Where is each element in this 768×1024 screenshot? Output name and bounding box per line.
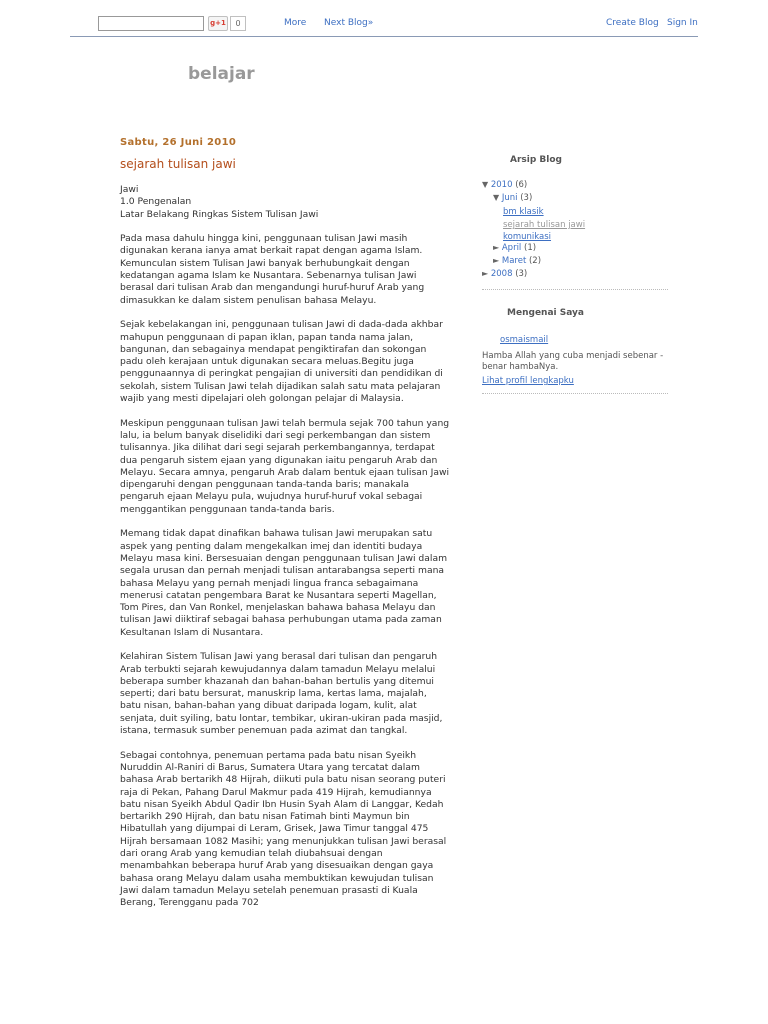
archive-month-april[interactable]: ► April (1) [493, 243, 537, 253]
post-paragraph: Sejak kebelakangan ini, penggunaan tulisan Jawi di dada-dada akhbar mahupun penggunaan di papan iklan, papan tanda nama jalan, bangunan, dan sebagainya mendapat pengiktirafan dan sokongan padu oleh kerajaan untuk digunakan secara meluas.Begitu juga penggunaannya di peringkat pengajian di universiti dan pendidikan di sekolah, sistem Tulisan Jawi telah dijadikan salah satu mata pelajaran wajib yang mesti dipelajari oleh golongan pelajar di Malaysia. [120, 319, 443, 405]
profile-name-link[interactable]: osmaismail [500, 335, 549, 345]
gplus-count: 0 [230, 16, 246, 31]
post-paragraph: Kelahiran Sistem Tulisan Jawi yang berasal dari tulisan dan pengaruh Arab terbukti sejarah kewujudannya dalam tamadun Melayu melalui beberapa sumber khazanah dan bahan-bahan bertulis yang ditemui seperti; dari batu bersurat, manuskrip lama, kertas lama, majalah, batu nisan, bahan-bahan yang dibuat daripada logam, kulit, alat senjata, duit syiling, batu lontar, tembikar, ukiran-ukiran pada masjid, istana, termasuk sumber penemuan pada azimat dan tangkal. [120, 651, 443, 737]
post-paragraph: Meskipun penggunaan tulisan Jawi telah bermula sejak 700 tahun yang lalu, ia belum banyak diselidiki dari segi perkembangan dan sistem tulisannya. Jika dilihat dari segi sejarah perkembangannya, terdapat dua pengaruh sistem ejaan yang digunakan iaitu pengaruh Arab dan Melayu. Secara amnya, pengaruh Arab dalam bentuk ejaan tulisan Jawi dipengaruhi dengan penggunaan tanda-tanda baris; manakala pengaruh ejaan Melayu pula, wujudnya huruf-huruf vokal sebagai menggantikan penggunaan tanda-tanda baris. [120, 417, 450, 515]
post-intro [120, 184, 450, 221]
post-date: Sabtu, 26 Juni 2010 [120, 137, 237, 148]
archive-post-link[interactable]: bm klasik [503, 207, 544, 217]
archive-month-maret[interactable]: ► Maret (2) [493, 256, 542, 266]
post-paragraph: Pada masa dahulu hingga kini, penggunaan tulisan Jawi masih digunakan kerana ianya amat berkait rapat dengan agama Islam. Kemunculan sistem Tulisan Jawi banyak berhubungkait dengan kedatangan agama Islam ke Nusantara. Sebenarnya tulisan Jawi berasal dari tulisan Arab dan mengandungi huruf-huruf Arab yang dimasukkan ke dalam sistem penulisan bahasa Melayu. [120, 233, 425, 306]
triangle-right-icon[interactable]: ► [493, 256, 500, 265]
archive-post-link[interactable]: komunikasi [503, 232, 552, 242]
post-heading-line: Latar Belakang Ringkas Sistem Tulisan Jawi [120, 208, 319, 220]
archive-post-link-current[interactable]: sejarah tulisan jawi [503, 220, 586, 230]
profile-description: Hamba Allah yang cuba menjadi sebenar - benar hambaNya. [482, 351, 664, 372]
gplus-button[interactable]: g+1 [208, 16, 228, 31]
sidebar-divider [482, 289, 668, 290]
sign-in-link[interactable]: Sign In [667, 18, 698, 28]
triangle-down-icon[interactable]: ▼ [493, 193, 500, 202]
post-paragraph: Memang tidak dapat dinafikan bahawa tulisan Jawi merupakan satu aspek yang penting dalam mengekalkan imej dan identiti budaya Melayu masa kini. Bersesuaian dengan penggunaan tulisan Jawi dalam segala urusan dan pernah menjadi tulisan antarabangsa seperti mana bahasa Melayu yang pernah menjadi lingua franca sebagaimana menerusi catatan pengembara Barat ke Nusantara seperti Magellan, Tom Pires, dan Van Ronkel, menjelaskan bahawa bahasa Melayu dan tulisan Jawi diiktiraf sebagai bahasa perhubungan utama pada zaman Kesultanan Islam di Nusantara. [120, 528, 448, 638]
post-heading-line: Jawi [120, 184, 139, 195]
sidebar-divider [482, 393, 668, 394]
create-blog-link[interactable]: Create Blog [606, 18, 659, 28]
post-paragraph: Sebagai contohnya, penemuan pertama pada batu nisan Syeikh Nuruddin Al-Raniri di Barus, Sumatera Utara yang tercatat dalam bahasa Arab bertarikh 48 Hijrah, diikuti pula batu nisan seorang puteri raja di Pekan, Pahang Darul Makmur pada 419 Hijrah, kemudiannya batu nisan Syeikh Abdul Qadir Ibn Husin Syah Alam di Langgar, Kedah bertarikh 290 Hijrah, dan batu nisan Fatimah binti Maymun bin Hibatullah yang dijumpai di Leram, Grisek, Jawa Timur tanggal 475 Hijrah bersamaan 1082 Masihi; yang menunjukkan tulisan Jawi berasal dari orang Arab yang kemudian telah diubahsuai dengan menambahkan beberapa huruf Arab yang disesuaikan dengan gaya bahasa orang Melayu dalam usaha membuktikan kewujudan tulisan Jawi dalam tamadun Melayu setelah penemuan prasasti di Kuala Berang, Terengganu pada 702 [120, 749, 447, 909]
triangle-down-icon[interactable]: ▼ [482, 180, 489, 189]
blogger-navbar [70, 12, 698, 37]
archive-month-juni[interactable]: ▼ Juni (3) [493, 193, 533, 203]
post-heading-line: 1.0 Pengenalan [120, 196, 192, 208]
profile-full-link[interactable]: Lihat profil lengkapku [482, 376, 574, 386]
archive-heading: Arsip Blog [510, 155, 562, 165]
blog-title[interactable]: belajar [188, 64, 255, 84]
triangle-right-icon[interactable]: ► [493, 243, 500, 252]
search-input[interactable] [98, 16, 204, 31]
more-link[interactable]: More [284, 18, 307, 28]
triangle-right-icon[interactable]: ► [482, 269, 489, 278]
profile-heading: Mengenai Saya [507, 308, 584, 318]
next-blog-link[interactable]: Next Blog» [324, 18, 374, 28]
post-body [120, 184, 450, 922]
post-title[interactable]: sejarah tulisan jawi [120, 157, 236, 171]
archive-year-2010[interactable]: ▼ 2010 (6) [482, 180, 528, 190]
archive-year-2008[interactable]: ► 2008 (3) [482, 269, 528, 279]
